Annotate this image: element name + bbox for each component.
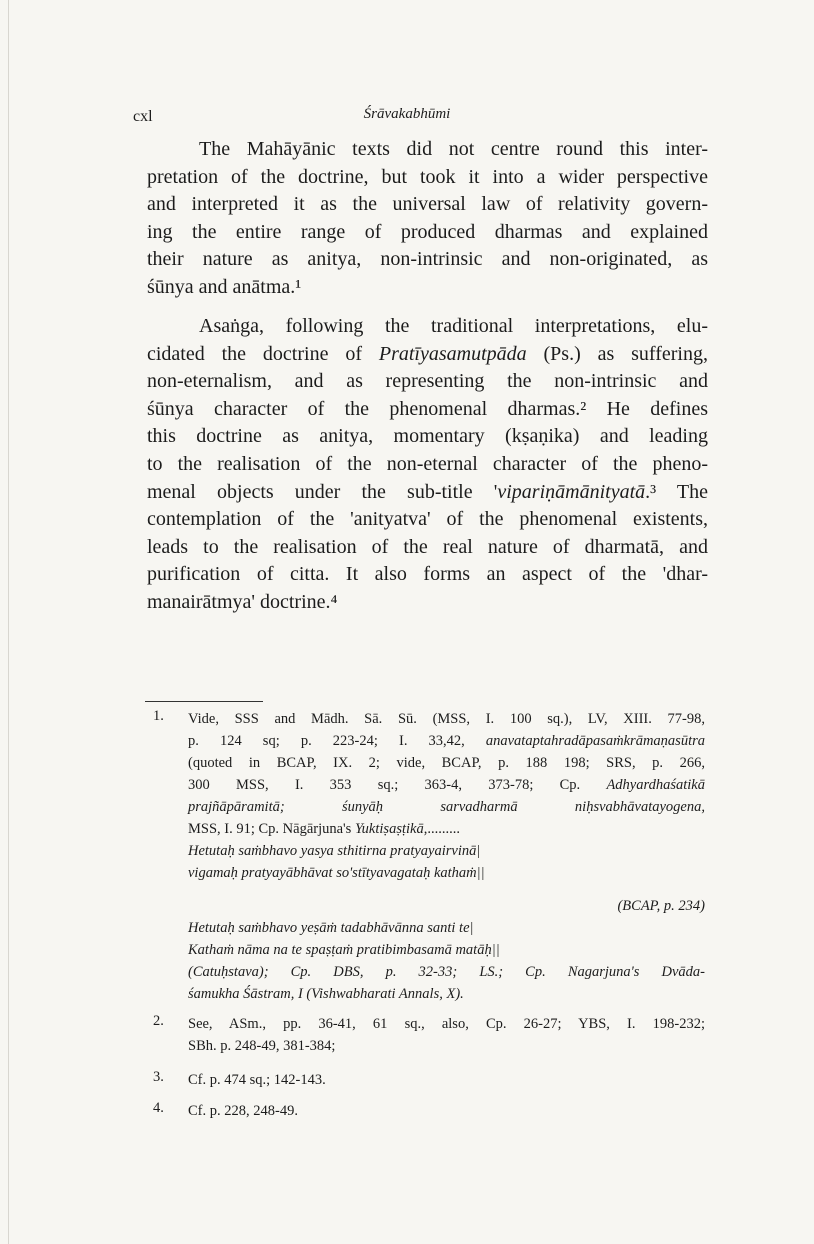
page-edge [8, 0, 9, 1244]
text-run: p. 124 sq; p. 223-24; I. 33,42, [188, 733, 486, 749]
text-run: .³ The [645, 480, 708, 503]
footnote-text [188, 1069, 705, 1091]
text-run: contemplation of the 'anityatva' of the phenomenal existents, [147, 508, 708, 531]
italic-text: (BCAP, p. 234) [617, 898, 705, 914]
text-run: 300 MSS, I. 353 sq.; 363-4, 373-78; Cp. [188, 777, 607, 793]
text-run: purification of citta. It also forms an aspect of the 'dhar- [147, 563, 708, 586]
text-line [188, 862, 705, 884]
text-line [188, 840, 705, 862]
footnote-number: 3. [153, 1069, 164, 1085]
text-line [188, 884, 705, 895]
footnote-number: 4. [153, 1100, 164, 1116]
text-line [147, 313, 708, 341]
text-run: Cf. p. 228, 248-49. [188, 1103, 298, 1119]
italic-text: vipariṇāmānityatā [497, 480, 646, 503]
running-title: Śrāvakabhūmi [363, 106, 451, 122]
italic-text: śamukha Śāstram, I (Vishwabharati Annals, X). [188, 986, 464, 1002]
text-run: ing the entire range of produced dharmas and explained [147, 220, 708, 243]
italic-text: Adhyardhaśatikā [606, 777, 705, 793]
text-run: and interpreted it as the universal law of relativity govern- [147, 193, 708, 216]
footnote-number: 1. [153, 708, 164, 724]
text-line [147, 506, 708, 534]
footnote-3 [153, 1069, 705, 1091]
text-line [147, 246, 708, 274]
text-run: MSS, I. 91; Cp. Nāgārjuna's [188, 821, 355, 837]
text-line [147, 479, 708, 507]
footnote-number: 2. [153, 1013, 164, 1029]
text-line [188, 939, 705, 961]
paragraph-1 [147, 136, 708, 302]
text-run: Asaṅga, following the traditional interpretations, elu- [199, 315, 708, 337]
text-line [147, 589, 708, 617]
text-run: leads to the realisation of the real nature of dharmatā, and [147, 535, 708, 558]
text-run: (Ps.) as suffering, [526, 342, 708, 365]
italic-text: prajñāpāramitā; śunyāḥ sarvadharmā niḥsvabhāvatayogena, [188, 799, 705, 815]
text-line [147, 136, 708, 164]
text-run: śūnya and anātma.¹ [147, 275, 302, 298]
text-line [188, 1069, 705, 1091]
text-line [188, 1035, 705, 1057]
text-run: manairātmya' doctrine.⁴ [147, 590, 338, 613]
text-line [188, 983, 705, 1005]
text-run: Cf. p. 474 sq.; 142-143. [188, 1072, 326, 1088]
text-run: See, ASm., pp. 36-41, 61 sq., also, Cp. 26-27; YBS, I. 198-232; [188, 1016, 705, 1032]
citation-line [188, 895, 705, 917]
footnote-4 [153, 1100, 705, 1122]
italic-text: Hetutaḥ saṁbhavo yeṣāṁ tadabhāvānna santi te| [188, 920, 474, 936]
text-run: The Mahāyānic texts did not centre round this inter- [199, 138, 708, 160]
text-line [188, 1013, 705, 1035]
text-line [188, 730, 705, 752]
footnote-divider [145, 701, 263, 702]
text-run: Vide, SSS and Mādh. Sā. Sū. (MSS, I. 100 sq.), LV, XIII. 77-98, [188, 711, 705, 727]
footnote-1 [153, 708, 705, 1005]
text-run: (quoted in BCAP, IX. 2; vide, BCAP, p. 188 198; SRS, p. 266, [188, 755, 705, 771]
text-line [147, 368, 708, 396]
text-run: śūnya character of the phenomenal dharmas.² He defines [147, 397, 708, 420]
text-line [147, 341, 708, 369]
text-run: menal objects under the sub-title ' [147, 480, 498, 503]
text-line [188, 708, 705, 730]
text-run: cidated the doctrine of [147, 342, 379, 365]
text-line [188, 818, 705, 840]
text-line [147, 451, 708, 479]
text-run: ,......... [423, 821, 460, 837]
italic-text: (Catuḥstava); Cp. DBS, p. 32-33; LS.; Cp. Nagarjuna's Dvāda- [188, 964, 705, 980]
footnote-text [188, 1100, 705, 1122]
text-line [147, 561, 708, 589]
italic-text: Hetutaḥ saṁbhavo yasya sthitirna pratyayairvinā| [188, 843, 481, 859]
footnote-text [188, 708, 705, 1005]
italic-text: anavataptahradāpasaṁkrāmaṇasūtra [485, 733, 705, 749]
text-line [147, 191, 708, 219]
text-line [188, 752, 705, 774]
footnote-text [188, 1013, 705, 1057]
text-run: their nature as anitya, non-intrinsic and non-originated, as [147, 248, 708, 271]
text-run: pretation of the doctrine, but took it into a wider perspective [147, 165, 708, 188]
italic-text: Kathaṁ nāma na te spaṣṭaṁ pratibimbasamā matāḥ|| [188, 942, 500, 958]
text-line [147, 219, 708, 247]
text-line [147, 423, 708, 451]
text-run: to the realisation of the non-eternal character of the pheno- [147, 452, 708, 475]
text-line [188, 961, 705, 983]
text-line [188, 917, 705, 939]
text-line [188, 1100, 705, 1122]
italic-text: Yuktiṣaṣṭikā [354, 821, 424, 837]
paragraph-2 [147, 313, 708, 617]
text-line [188, 796, 705, 818]
text-run: SBh. p. 248-49, 381-384; [188, 1038, 336, 1054]
page-number: cxl [133, 108, 153, 125]
italic-text: vigamaḥ pratyayābhāvat so'stītyavagataḥ kathaṁ|| [188, 865, 485, 881]
text-line [147, 164, 708, 192]
footnote-2 [153, 1013, 705, 1057]
text-line [147, 396, 708, 424]
italic-text: Pratīyasamutpāda [378, 342, 527, 365]
text-line [188, 774, 705, 796]
text-line [147, 534, 708, 562]
text-line [147, 274, 708, 302]
text-run: this doctrine as anitya, momentary (kṣaṇika) and leading [147, 425, 708, 448]
text-run: non-eternalism, and as representing the non-intrinsic and [147, 370, 708, 393]
